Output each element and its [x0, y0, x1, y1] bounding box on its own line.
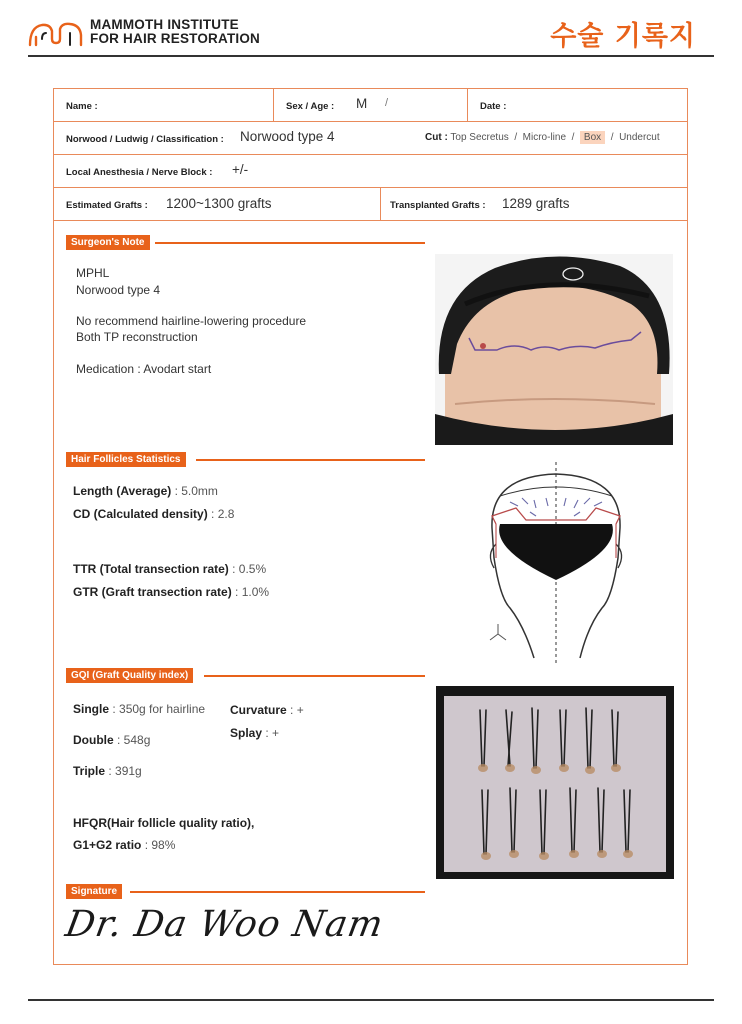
row-divider [53, 154, 688, 155]
gqi-title: GQI (Graft Quality index) [66, 668, 193, 683]
note-line: Medication : Avodart start [76, 362, 212, 376]
sex-age-separator: / [385, 97, 389, 109]
curvature-stat: Curvature : + [230, 703, 304, 717]
section-rule [155, 242, 425, 244]
surgeon-note-title: Surgeon's Note [66, 235, 150, 250]
row-divider [53, 121, 688, 122]
graft-sample-photo [436, 686, 674, 879]
cut-option: Micro-line [522, 132, 567, 143]
anesthesia-value: +/- [232, 162, 249, 177]
document-title: 수술 기록지 [550, 21, 696, 52]
section-rule [204, 675, 425, 677]
density-stat: CD (Calculated density) : 2.8 [73, 507, 235, 521]
classification-value: Norwood type 4 [240, 129, 335, 144]
note-line: MPHL [76, 266, 110, 280]
transplanted-grafts-value: 1289 grafts [502, 196, 570, 211]
section-rule [130, 891, 425, 893]
classification-label: Norwood / Ludwig / Classification : [66, 134, 224, 145]
date-label: Date : [480, 101, 507, 112]
sex-value: M [356, 96, 368, 111]
cut-option: Undercut [619, 132, 660, 143]
transplanted-grafts-label: Transplanted Grafts : [390, 200, 486, 211]
splay-stat: Splay : + [230, 726, 280, 740]
estimated-grafts-value: 1200~1300 grafts [166, 196, 272, 211]
row-divider [53, 187, 688, 188]
cut-option: Top Secretus [450, 132, 509, 143]
follicle-stats-title: Hair Follicles Statistics [66, 452, 186, 467]
patient-hairline-photo [435, 254, 673, 445]
double-stat: Double : 548g [73, 733, 151, 747]
signature-title: Signature [66, 884, 122, 899]
footer-divider [28, 999, 714, 1001]
cut-option-selected: Box [580, 131, 605, 144]
institute-name: MAMMOTH INSTITUTE FOR HAIR RESTORATION [90, 17, 261, 46]
col-divider [380, 187, 381, 220]
row-divider [53, 220, 688, 221]
note-line: Norwood type 4 [76, 283, 161, 297]
estimated-grafts-label: Estimated Grafts : [66, 200, 148, 211]
hfqr-stat: HFQR(Hair follicle quality ratio), [73, 816, 255, 830]
note-line: No recommend hairline-lowering procedure [76, 314, 307, 328]
length-stat: Length (Average) : 5.0mm [73, 484, 218, 498]
name-label: Name : [66, 101, 98, 112]
sex-age-label: Sex / Age : [286, 101, 335, 112]
ttr-stat: TTR (Total transection rate) : 0.5% [73, 562, 267, 576]
anesthesia-label: Local Anesthesia / Nerve Block : [66, 167, 213, 178]
section-rule [196, 459, 425, 461]
cut-options: Cut : Top Secretus / Micro-line / Box / Undercut [425, 132, 660, 143]
col-divider [273, 88, 274, 121]
donor-area-head-diagram [470, 458, 650, 668]
gtr-stat: GTR (Graft transection rate) : 1.0% [73, 585, 270, 599]
single-stat: Single : 350g for hairline [73, 702, 206, 716]
triple-stat: Triple : 391g [73, 764, 142, 778]
mammoth-logo-icon [28, 19, 84, 47]
header-divider [28, 55, 714, 57]
doctor-signature: Dr. Da Woo Nam [62, 904, 387, 945]
g1g2-stat: G1+G2 ratio : 98% [73, 838, 176, 852]
note-line: Both TP reconstruction [76, 330, 198, 344]
col-divider [467, 88, 468, 121]
